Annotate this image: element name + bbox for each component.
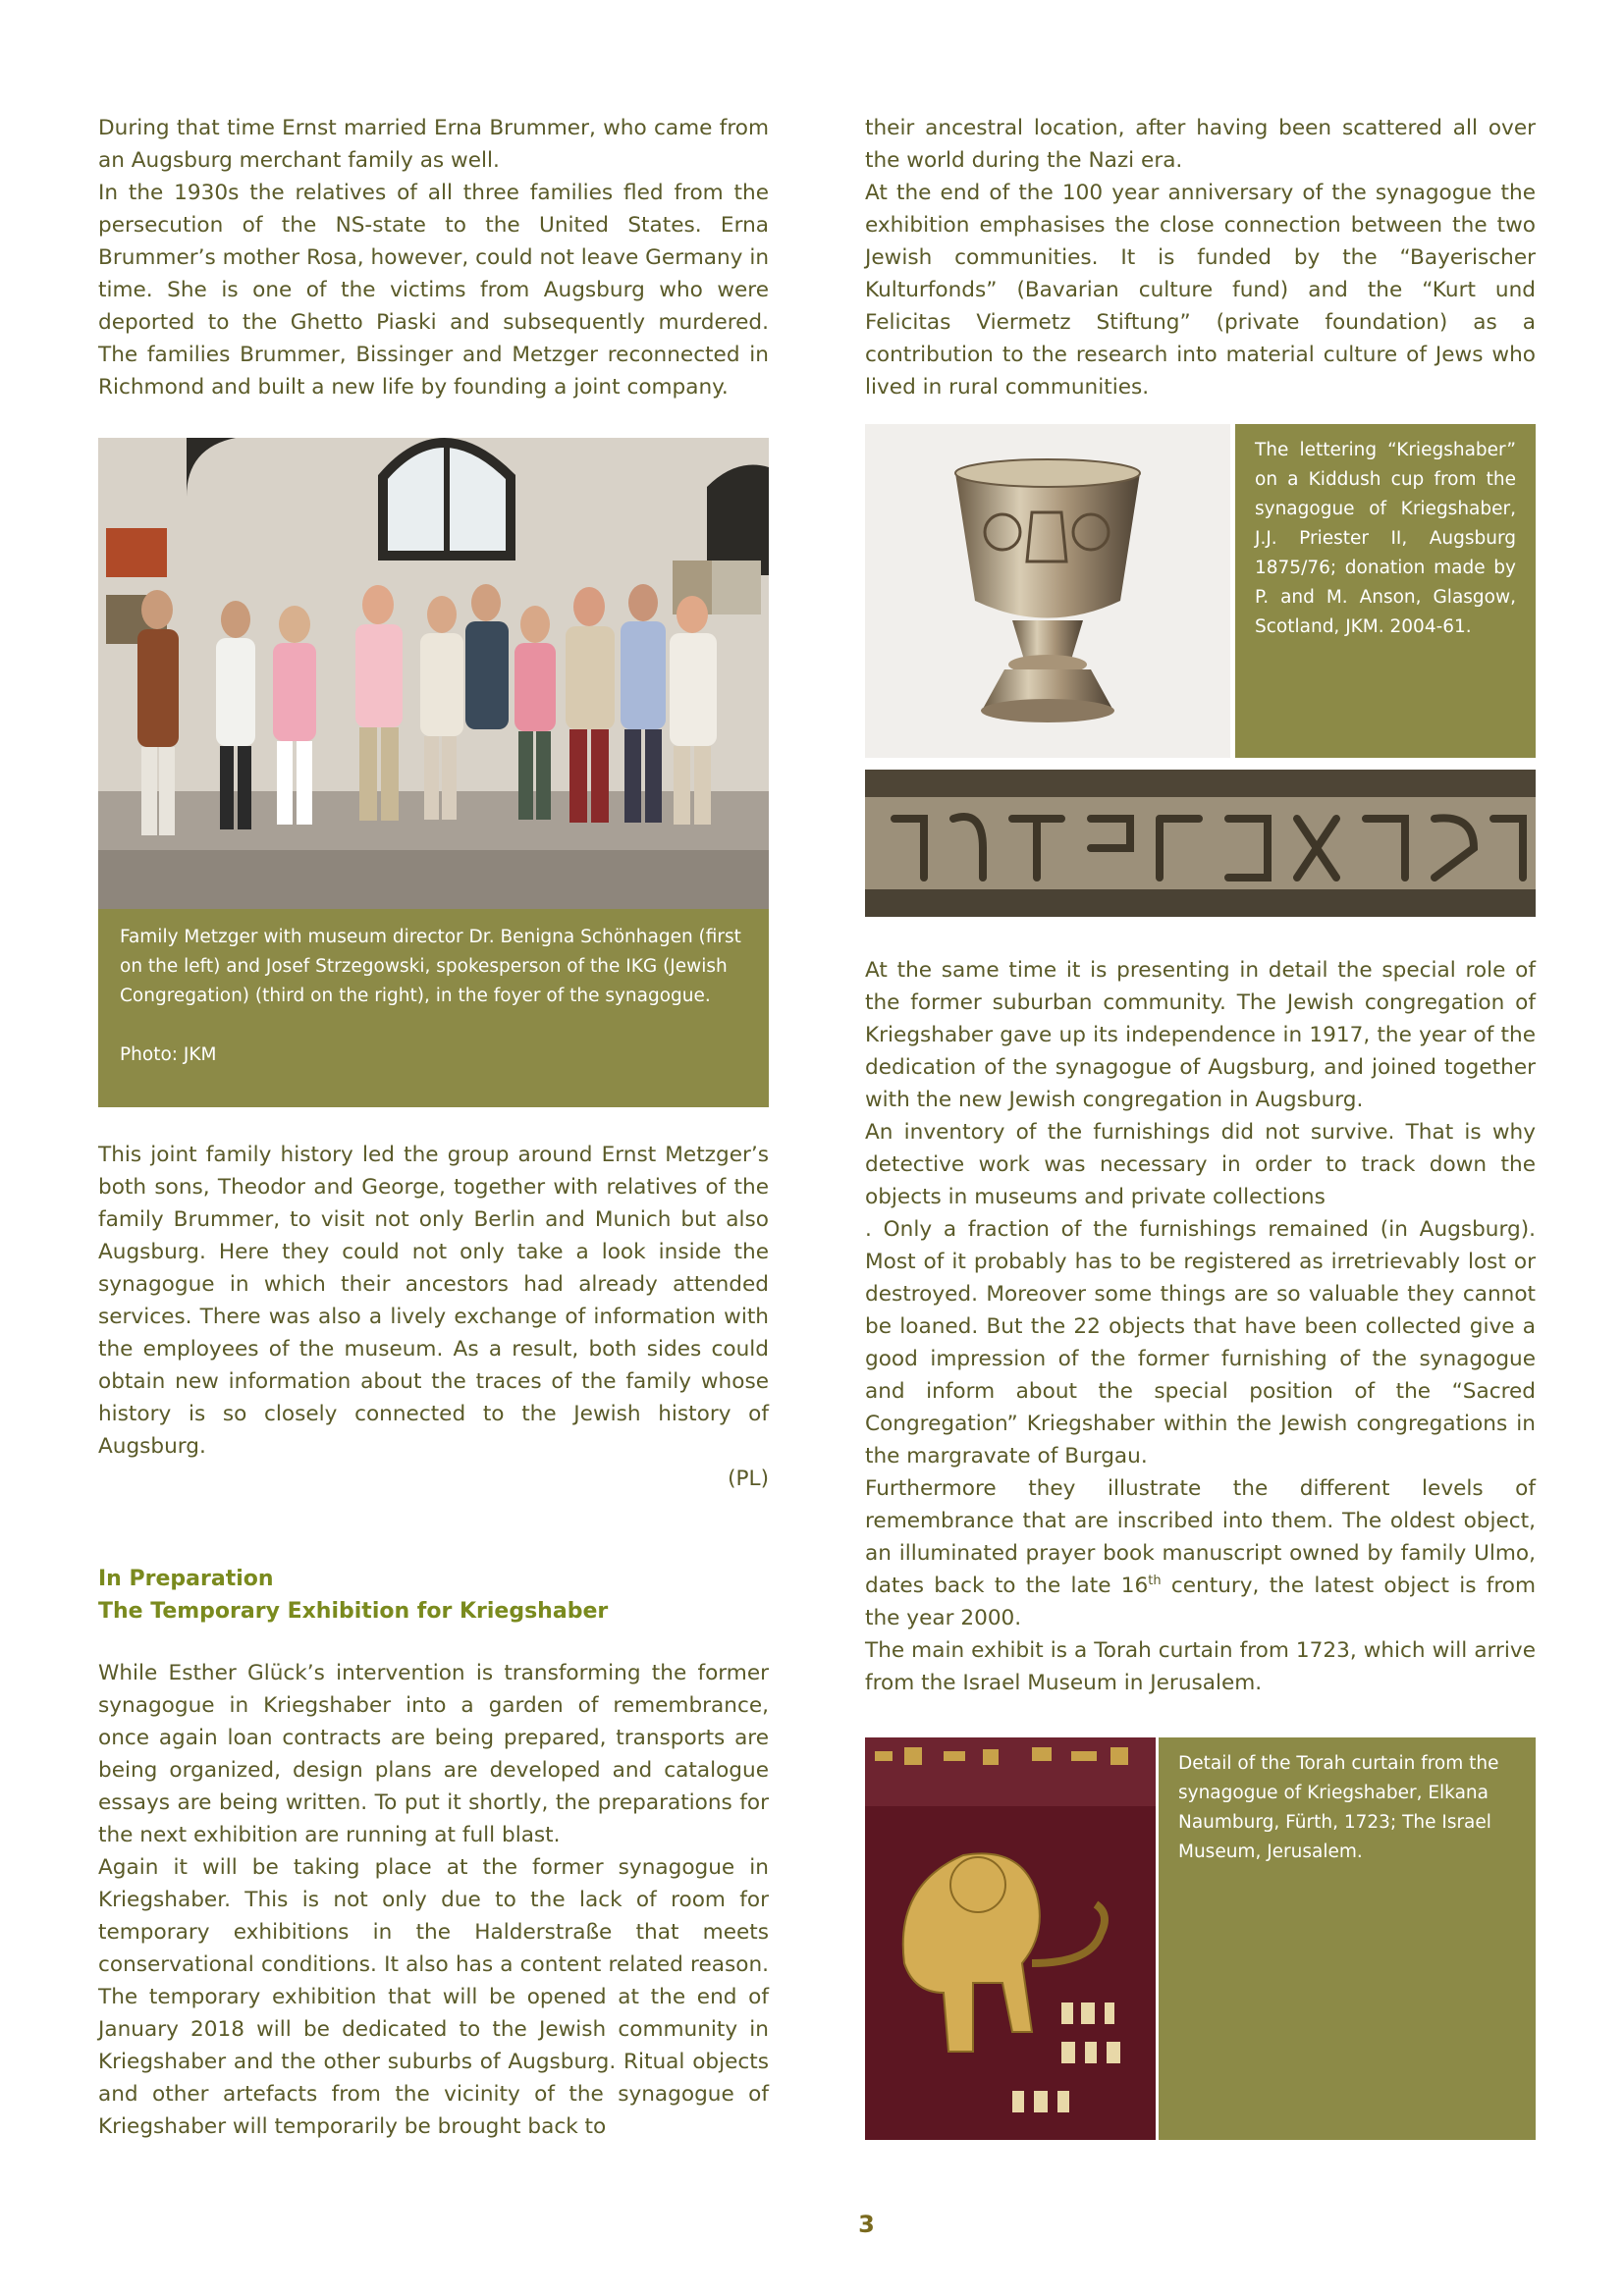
- article-column-left-middle: [98, 1139, 769, 1495]
- article-column-right-top: [865, 112, 1536, 403]
- author-signature: (PL): [728, 1467, 769, 1491]
- article-column-left-top: [98, 112, 769, 403]
- paragraph: Again it will be taking place at the former synagogue in Kriegshaber. This is not only due to the lack of room for temporary exhibitions in the Halderstraße that meets conservational conditions. It also has a content related reason. The temporary exhibition that will be opened at the end of January 2018 will be dedicated to the Jewish community in Kriegshaber and the other suburbs of Augsburg. Ritual objects and other artefacts from the vicinity of the synagogue of Kriegshaber will temporarily be brought back to: [98, 1855, 769, 2139]
- paragraph: In the 1930s the relatives of all three families fled from the persecution of the NS-state to the United States. Erna Brummer’s mother Rosa, however, could not leave Germany in time. She is one of the victims from Augsburg who were deported to the Ghetto Piaski and subsequently murdered. The families Brummer, Bissinger and Metzger reconnected in Richmond and built a new life by founding a joint company.: [98, 181, 769, 400]
- article-column-right-middle: [865, 954, 1536, 1699]
- section-kicker: In Preparation: [98, 1567, 274, 1591]
- paragraph: An inventory of the furnishings did not survive. That is why detective work was necessary in order to track down the objects in museums and private collections: [865, 1120, 1536, 1209]
- hebrew-lettering-detail-photo: [865, 770, 1536, 917]
- paragraph: their ancestral location, after having been scattered all over the world during the Nazi era.: [865, 116, 1536, 173]
- paragraph: At the same time it is presenting in detail the special role of the former suburban community. The Jewish congregation of Kriegshaber gave up its independence in 1917, the year of the dedication of the synagogue of Augsburg, and joined together with the new Jewish congregation in Augsburg.: [865, 958, 1536, 1112]
- torah-curtain-photo: [865, 1737, 1156, 2140]
- torah-curtain-caption: [1159, 1737, 1536, 2140]
- page-number: 3: [858, 2211, 875, 2238]
- paragraph: This joint family history led the group around Ernst Metzger’s both sons, Theodor and George, together with relatives of the family Brummer, to visit not only Berlin and Munich but also Augsburg. Here they could not only take a look inside the synagogue in which their ancestors had already attended services. There was also a lively exchange of information with the employees of the museum. As a result, both sides could obtain new information about the traces of the family whose history is so closely connected to the Jewish history of Augsburg.: [98, 1143, 769, 1459]
- paragraph: While Esther Glück’s intervention is transforming the former synagogue in Kriegshaber into a garden of remembrance, once again loan contracts are being prepared, transports are being organized, design plans are developed and catalogue essays are being written. To put it shortly, the preparations for the next exhibition are running at full blast.: [98, 1661, 769, 1847]
- paragraph: The main exhibit is a Torah curtain from 1723, which will arrive from the Israel Museum in Jerusalem.: [865, 1638, 1536, 1695]
- section-title: The Temporary Exhibition for Kriegshaber: [98, 1599, 609, 1624]
- paragraph: . Only a fraction of the furnishings remained (in Augsburg). Most of it probably has to be registered as irretrievably lost or destroyed. Moreover some things are so valuable they cannot be loaned. But the 22 objects that have been collected give a good impression of the former furnishing of the synagogue and inform about the special position of the “Sacred Congregation” Kriegshaber within the Jewish congregations in the margravate of Burgau.: [865, 1217, 1536, 1468]
- kiddush-cup-photo: [865, 424, 1230, 758]
- article-column-left-bottom: [98, 1657, 769, 2143]
- paragraph: At the end of the 100 year anniversary of the synagogue the exhibition emphasises the close connection between the two Jewish communities. It is funded by the “Bayerischer Kulturfonds” (Bavarian culture fund) and the “Kurt und Felicitas Viermetz Stiftung” (private foundation) as a contribution to the research into material culture of Jews who lived in rural communities.: [865, 181, 1536, 400]
- section-heading: [98, 1563, 769, 1628]
- family-photo-caption: [98, 909, 769, 1107]
- paragraph: [865, 1472, 1536, 1634]
- ordinal-superscript: th: [1148, 1573, 1162, 1588]
- kiddush-cup-caption: [1235, 424, 1536, 758]
- family-group-photo: [98, 438, 769, 909]
- caption-text: The lettering “Kriegshaber” on a Kiddush cup from the synagogue of Kriegshaber, J.J. Priester II, Augsburg 1875/76; donation made by P. and M. Anson, Glasgow, Scotland, JKM. 2004-61.: [1255, 440, 1516, 637]
- paragraph-text: century, the latest object is from the year 2000.: [865, 1574, 1537, 1630]
- caption-text: Detail of the Torah curtain from the synagogue of Kriegshaber, Elkana Naumburg, Fürth, 1723; The Israel Museum, Jerusalem.: [1178, 1753, 1499, 1862]
- photo-credit: Photo: JKM: [120, 1044, 217, 1065]
- paragraph-text: Furthermore they illustrate the different levels of remembrance that are inscribed into them. The oldest object, an illuminated prayer book manuscript owned by family Ulmo, dates back to the late 16: [865, 1476, 1536, 1598]
- paragraph: During that time Ernst married Erna Brummer, who came from an Augsburg merchant family as well.: [98, 116, 769, 173]
- caption-text: Family Metzger with museum director Dr. Benigna Schönhagen (first on the left) and Josef Strzegowski, spokesperson of the IKG (Jewish Congregation) (third on the right), in the foyer of the synagogue.: [120, 927, 741, 1006]
